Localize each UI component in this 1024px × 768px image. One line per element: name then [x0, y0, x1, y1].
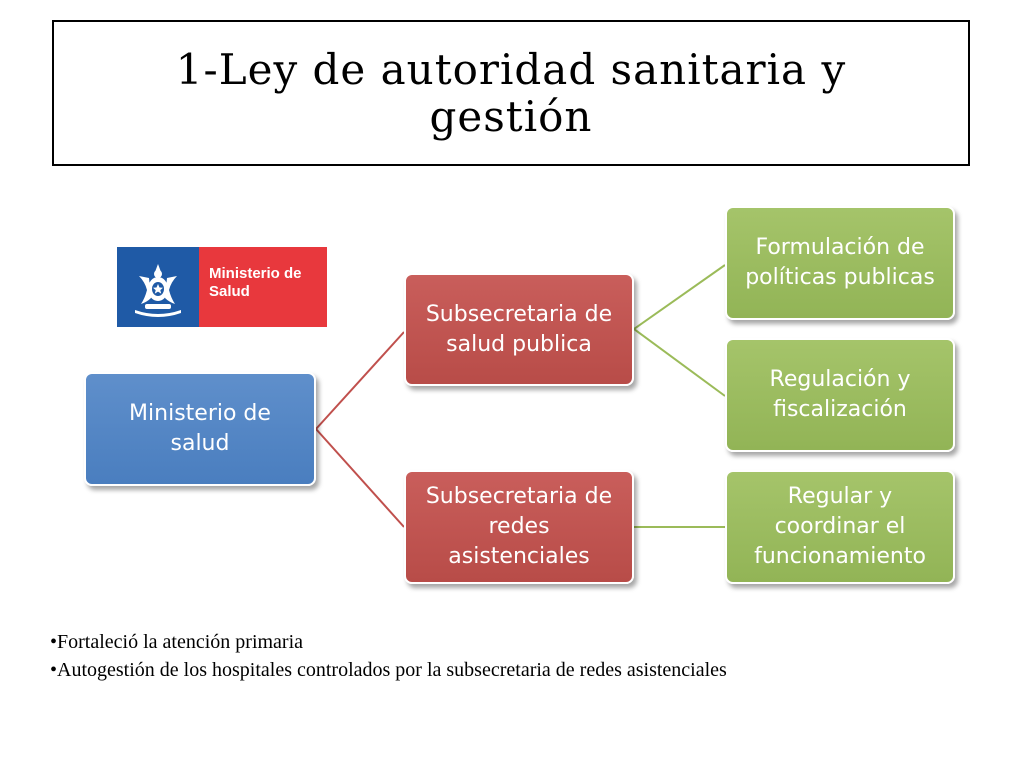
node-subsecretaria-salud-publica-label: Subsecretaria de salud publica: [425, 301, 613, 357]
node-ministerio-de-salud-label: Ministerio de salud: [129, 401, 271, 456]
node-subsecretaria-redes-asistenciales: [404, 470, 634, 584]
slide-title: 1-Ley de autoridad sanitaria y gestión: [175, 44, 847, 141]
node-regular-coordinar-label: Regular y coordinar el funcionamiento: [754, 484, 926, 569]
bullet-list: [50, 628, 950, 684]
connector-salud-publica-to-regulacion: [634, 329, 725, 396]
logo-line-2: Salud: [209, 283, 250, 300]
node-subsecretaria-redes-asistenciales-label: Subsecretaria de redes asistenciales: [425, 484, 613, 569]
node-formulacion-politicas-label: Formulación de políticas publicas: [745, 235, 935, 290]
connector-root-to-redes: [316, 429, 404, 527]
bullet-dot-icon: •: [50, 659, 58, 681]
connector-root-to-salud-publica: [316, 332, 404, 429]
node-subsecretaria-salud-publica: [404, 273, 634, 386]
bullet-item: [50, 656, 950, 684]
bullet-text: Autogestión de los hospitales controlados por la subsecretaria de redes asistenciales: [57, 659, 727, 681]
node-regulacion-fiscalizacion-label: Regulación y fiscalización: [769, 367, 911, 422]
node-formulacion-politicas: [725, 206, 955, 320]
connector-salud-publica-to-formulacion: [634, 265, 725, 329]
bullet-item: [50, 628, 950, 656]
node-regulacion-fiscalizacion: [725, 338, 955, 452]
logo-line-1: Ministerio de: [209, 265, 302, 282]
node-regular-coordinar: [725, 470, 955, 584]
bullet-text: Fortaleció la atención primaria: [57, 631, 304, 653]
bullet-dot-icon: •: [50, 631, 58, 653]
node-ministerio-de-salud: [84, 372, 316, 486]
